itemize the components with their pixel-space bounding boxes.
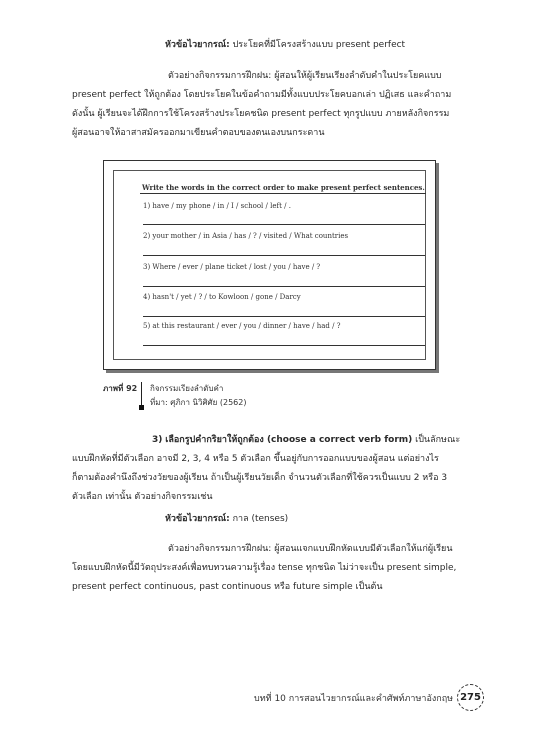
section2-line-3: ก็ตามต้องคำนึงถึงช่วงวัยของผู้เรียน ถ้าเป็นผู้เรียนวัยเด็ก จำนวนตัวเลือกที่ใช้ควรเป็นแบบ 2 หรือ 3 <box>72 473 448 483</box>
section3-paragraph <box>72 540 470 597</box>
worksheet-answer-line-3 <box>143 286 425 287</box>
section3-heading-value: กาล (tenses) <box>232 514 289 524</box>
section2-title: เลือกรูปคำกริยาให้ถูกต้อง (choose a correct verb form) <box>165 435 413 445</box>
section2-line-2: แบบฝึกหัดที่มีตัวเลือก อาจมี 2, 3, 4 หรือ 5 ตัวเลือก ขึ้นอยู่กับการออกแบบของผู้สอน แต่อย่างไร <box>72 454 439 464</box>
section2-paragraph <box>72 431 470 507</box>
section1-line-3: ดังนั้น ผู้เรียนจะได้ฝึกการใช้โครงสร้างประโยคชนิด present perfect ทุกรูปแบบ ภายหลังกิจกรรม <box>72 109 450 119</box>
section3-line-1-text: ผู้สอนแจกแบบฝึกหัดแบบมีตัวเลือกให้แก่ผู้เรียน <box>274 544 453 554</box>
caption-bracket <box>141 382 147 405</box>
section3-line-2: โดยแบบฝึกหัดนี้มีวัตถุประสงค์เพื่อทบทวนความรู้เรื่อง tense ทุกชนิด ไม่ว่าจะเป็น present simple, <box>72 563 457 573</box>
section1-line-1 <box>72 67 470 86</box>
worksheet-figure <box>103 160 436 370</box>
section3-line-3: present perfect continuous, past continuous หรือ future simple เป็นต้น <box>72 582 383 592</box>
worksheet-item-3: 3) Where / ever / plane ticket / lost / you / have / ? <box>143 263 321 271</box>
footer-chapter-title: บทที่ 10 การสอนไวยากรณ์และคำศัพท์ภาษาอังกฤษ <box>254 694 454 704</box>
section2-number: 3) <box>152 435 163 445</box>
section2-line-1-text: เป็นลักษณะ <box>415 435 461 445</box>
section1-line-4: ผู้สอนอาจให้อาสาสมัครออกมาเขียนคำตอบของตนเองบนกระดาน <box>72 128 325 138</box>
section1-paragraph <box>72 67 470 143</box>
section1-heading-label: หัวข้อไวยากรณ์: <box>165 40 230 50</box>
section2-line-1 <box>72 431 470 450</box>
section1-heading-value: ประโยคที่มีโครงสร้างแบบ present perfect <box>232 40 406 50</box>
worksheet-answer-line-1 <box>143 224 425 225</box>
worksheet-answer-line-2 <box>143 255 425 256</box>
worksheet-instruction: Write the words in the correct order to make present perfect sentences. <box>142 183 425 192</box>
worksheet-answer-line-5 <box>143 345 425 346</box>
worksheet-inner-frame <box>113 170 426 360</box>
figure-caption-source: ที่มา: ศุภิกา นิวิศิศัย (2562) <box>150 398 247 407</box>
worksheet-answer-line-4 <box>143 316 425 317</box>
worksheet-item-4: 4) hasn't / yet / ? / to Kowloon / gone / Darcy <box>143 293 301 301</box>
section1-example-label: ตัวอย่างกิจกรรมการฝึกฝน: <box>168 71 272 81</box>
section3-heading <box>165 510 288 529</box>
section1-line-2: present perfect ให้ถูกต้อง โดยประโยคในข้อคำถามมีทั้งแบบประโยคบอกเล่า ปฏิเสธ และคำถาม <box>72 90 452 100</box>
section3-example-label: ตัวอย่างกิจกรรมการฝึกฝน: <box>168 544 272 554</box>
worksheet-instruction-underline <box>140 193 426 194</box>
page-number: 275 <box>457 684 484 711</box>
section3-heading-label: หัวข้อไวยากรณ์: <box>165 514 230 524</box>
section2-line-4: ตัวเลือก เท่านั้น ตัวอย่างกิจกรรมเช่น <box>72 492 213 502</box>
worksheet-item-2: 2) your mother / in Asia / has / ? / visited / What countries <box>143 232 349 240</box>
section1-line-1-text: ผู้สอนให้ผู้เรียนเรียงลำดับคำในประโยคแบบ <box>274 71 442 81</box>
figure-caption-label: ภาพที่ 92 <box>103 384 138 393</box>
figure-caption-title: กิจกรรมเรียงลำดับคำ <box>150 384 224 393</box>
worksheet-item-1: 1) have / my phone / in / I / school / left / . <box>143 202 291 210</box>
section3-line-1 <box>72 540 470 559</box>
worksheet-item-5: 5) at this restaurant / ever / you / dinner / have / had / ? <box>143 322 341 330</box>
section1-heading <box>165 36 405 55</box>
caption-marker <box>139 405 144 410</box>
